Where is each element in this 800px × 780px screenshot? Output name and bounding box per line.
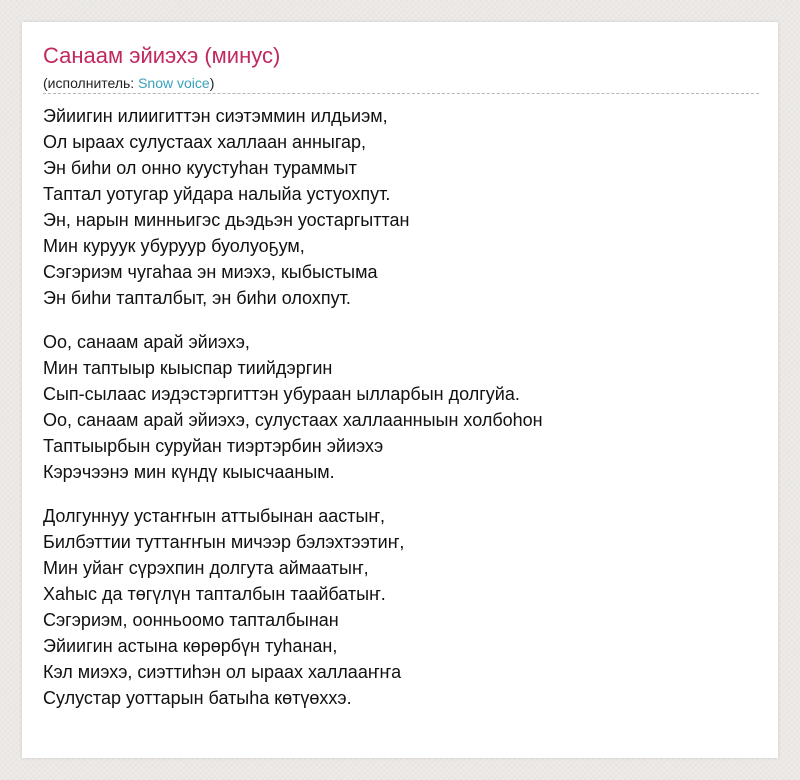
stanza-3 [43,503,758,711]
lyric-line: Ол ыраах сулустаах халлаан анныгар, [43,132,367,152]
stanza-2 [43,329,758,485]
lyric-line: Сэгэриэм, оонньоомо тапталбынан [43,610,339,630]
lyrics-body [43,103,758,711]
lyric-line: Билбэттии туттаҥҥын мичээр бэлэхтээтиҥ, [43,532,405,552]
song-title: Санаам эйиэхэ (минус) [43,43,281,68]
lyric-line: Сэгэриэм чугаһаа эн миэхэ, кыбыстыма [43,262,378,282]
lyrics-card [22,22,778,758]
performer-line [43,74,759,94]
lyric-line: Эн биһи тапталбыт, эн биһи олохпут. [43,288,351,308]
lyric-line: Кэл миэхэ, сиэттиһэн ол ыраах халлааҥҥа [43,662,402,682]
lyric-line: Таптыырбын суруйан тиэртэрбин эйиэхэ [43,436,384,456]
performer-prefix: (исполнитель: [43,75,139,91]
lyric-line: Кэрэчээнэ мин күндү кыысчааным. [43,462,335,482]
lyric-line: Эн, нарын минньигэс дьэдьэн уостаргыттан [43,210,410,230]
performer-link[interactable]: Snow voice [138,75,210,91]
lyric-line: Эйиигин илиигиттэн сиэтэммин илдьиэм, [43,106,388,126]
lyric-line: Мин уйаҥ сүрэхпин долгута аймаатыҥ, [43,558,369,578]
lyric-line: Мин куруук убуруур буолуоҕум, [43,236,305,256]
lyric-line: Хаһыс да төгүлүн тапталбын таайбатыҥ. [43,584,386,604]
stanza-1 [43,103,758,311]
lyric-line: Таптал уотугар уйдара налыйа устуохпут. [43,184,391,204]
lyric-line: Долгуннуу устаҥҥын аттыбынан аастыҥ, [43,506,386,526]
lyric-line: Оо, санаам арай эйиэхэ, сулустаах халлаанныын холбоһон [43,410,543,430]
lyric-line: Эн биһи ол онно куустуһан тураммыт [43,158,357,178]
lyric-line: Сып-сылаас иэдэстэргиттэн убураан ылларбын долгуйа. [43,384,520,404]
lyric-line: Эйиигин астына көрөрбүн туһанан, [43,636,338,656]
lyric-line: Сулустар уоттарын батыһа көтүөххэ. [43,688,352,708]
lyric-line: Мин таптыыр кыыспар тиийдэргин [43,358,333,378]
lyric-line: Оо, санаам арай эйиэхэ, [43,332,250,352]
performer-suffix: ) [209,75,215,91]
